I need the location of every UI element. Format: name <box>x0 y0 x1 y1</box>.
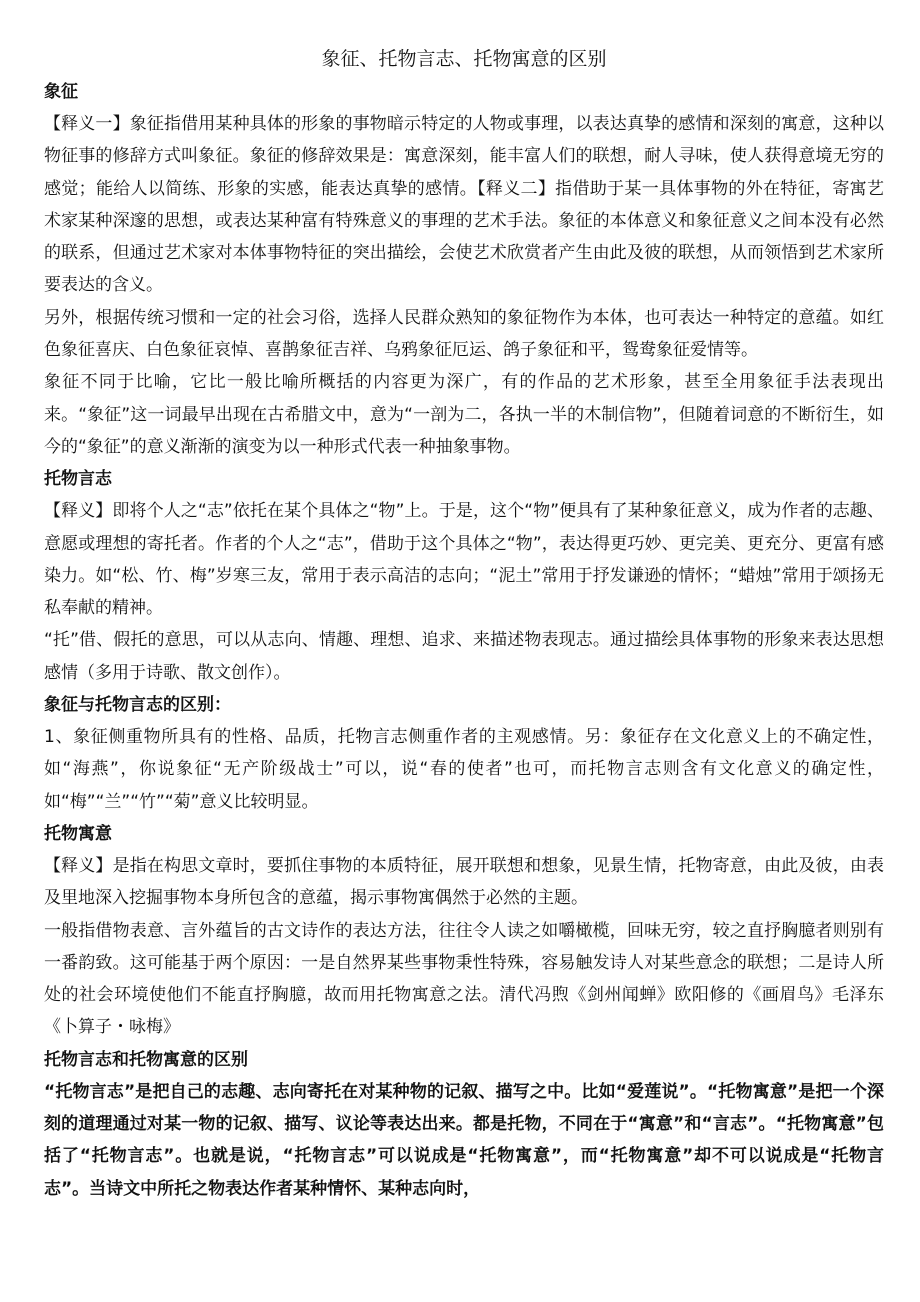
paragraph: 1、象征侧重物所具有的性格、品质，托物言志侧重作者的主观感情。另：象征存在文化意义上的不确定性，如“海燕”，你说象征“无产阶级战士”可以，说“春的使者”也可，而托物言志则含有文化意义的确定性，如“梅”“兰”“竹”“菊”意义比较明显。 <box>44 727 884 812</box>
paragraph: 【释义】是指在构思文章时，要抓住事物的本质特征，展开联想和想象，见景生情，托物寄意，由此及彼，由表及里地深入挖掘事物本身所包含的意蕴，揭示事物寓偶然于必然的主题。 <box>44 855 884 909</box>
section-heading-difference-1: 象征与托物言志的区别： <box>44 695 231 716</box>
paragraph: “托”借、假托的意思，可以从志向、情趣、理想、追求、来描述物表现志。通过描绘具体事物的形象来表达思想感情（多用于诗歌、散文创作）。 <box>44 630 884 683</box>
page-title: 象征、托物言志、托物寓意的区别 <box>321 48 607 70</box>
paragraph: 【释义一】象征指借用某种具体的形象的事物暗示特定的人物或事理，以表达真挚的感情和深刻的寓意，这种以物征事的修辞方式叫象征。象征的修辞效果是：寓意深刻，能丰富人们的联想，耐人寻味，使人获得意境无穷的感觉；能给人以简练、形象的实感，能表达真挚的感情。【释义二】指借助于某一具体事物的外在特征，寄寓艺术家某种深邃的思想，或表达某种富有特殊意义的事理的艺术手法。象征的本体意义和象征意义之间本没有必然的联系，但通过艺术家对本体事物特征的突出描绘，会使艺术欣赏者产生由此及彼的联想，从而领悟到艺术家所要表达的含义。 <box>44 114 884 296</box>
section-heading-difference-2: 托物言志和托物寓意的区别 <box>44 1049 248 1070</box>
section-heading-express-will: 托物言志 <box>44 469 112 490</box>
paragraph: 一般指借物表意、言外蕴旨的古文诗作的表达方法，往往令人读之如嚼橄榄，回味无穷，较之直抒胸臆者则别有一番韵致。这可能基于两个原因：一是自然界某些事物秉性特殊，容易触发诗人对某些意念的联想；二是诗人所处的社会环境使他们不能直抒胸臆，故而用托物寓意之法。清代冯煦《剑州闻蝉》欧阳修的《画眉鸟》毛泽东《卜算子・咏梅》 <box>44 920 884 1038</box>
paragraph: 象征不同于比喻，它比一般比喻所概括的内容更为深广，有的作品的艺术形象，甚至全用象征手法表现出来。“象征”这一词最早出现在古希腊文中，意为“一剖为二，各执一半的木制信物”，但随着词意的不断衍生，如今的“象征”的意义渐渐的演变为以一种形式代表一种抽象事物。 <box>44 372 884 457</box>
bold-paragraph: “托物言志”是把自己的志趣、志向寄托在对某种物的记叙、描写之中。比如“爱莲说”。“托物寓意”是把一个深刻的道理通过对某一物的记叙、描写、议论等表达出来。都是托物，不同在于“寓意”和“言志”。“托物寓意”包括了“托物言志”。也就是说，“托物言志”可以说成是“托物寓意”，而“托物寓意”却不可以说成是“托物言志”。当诗文中所托之物表达作者某种情怀、某种志向时， <box>44 1081 884 1199</box>
section-heading-symbolism: 象征 <box>44 82 78 102</box>
paragraph: 【释义】即将个人之“志”依托在某个具体之“物”上。于是，这个“物”便具有了某种象征意义，成为作者的志趣、意愿或理想的寄托者。作者的个人之“志”，借助于这个具体之“物”，表达得更巧妙、更完美、更充分、更富有感染力。如“松、竹、梅”岁寒三友，常用于表示高洁的志向；“泥土”常用于抒发谦逊的情怀；“蜡烛”常用于颂扬无私奉献的精神。 <box>44 501 884 619</box>
paragraph: 另外，根据传统习惯和一定的社会习俗，选择人民群众熟知的象征物作为本体，也可表达一种特定的意蕴。如红色象征喜庆、白色象征哀悼、喜鹊象征吉祥、乌鸦象征厄运、鸽子象征和平，鸳鸯象征爱情等。 <box>44 307 884 361</box>
section-heading-implied-meaning: 托物寓意 <box>44 823 112 844</box>
